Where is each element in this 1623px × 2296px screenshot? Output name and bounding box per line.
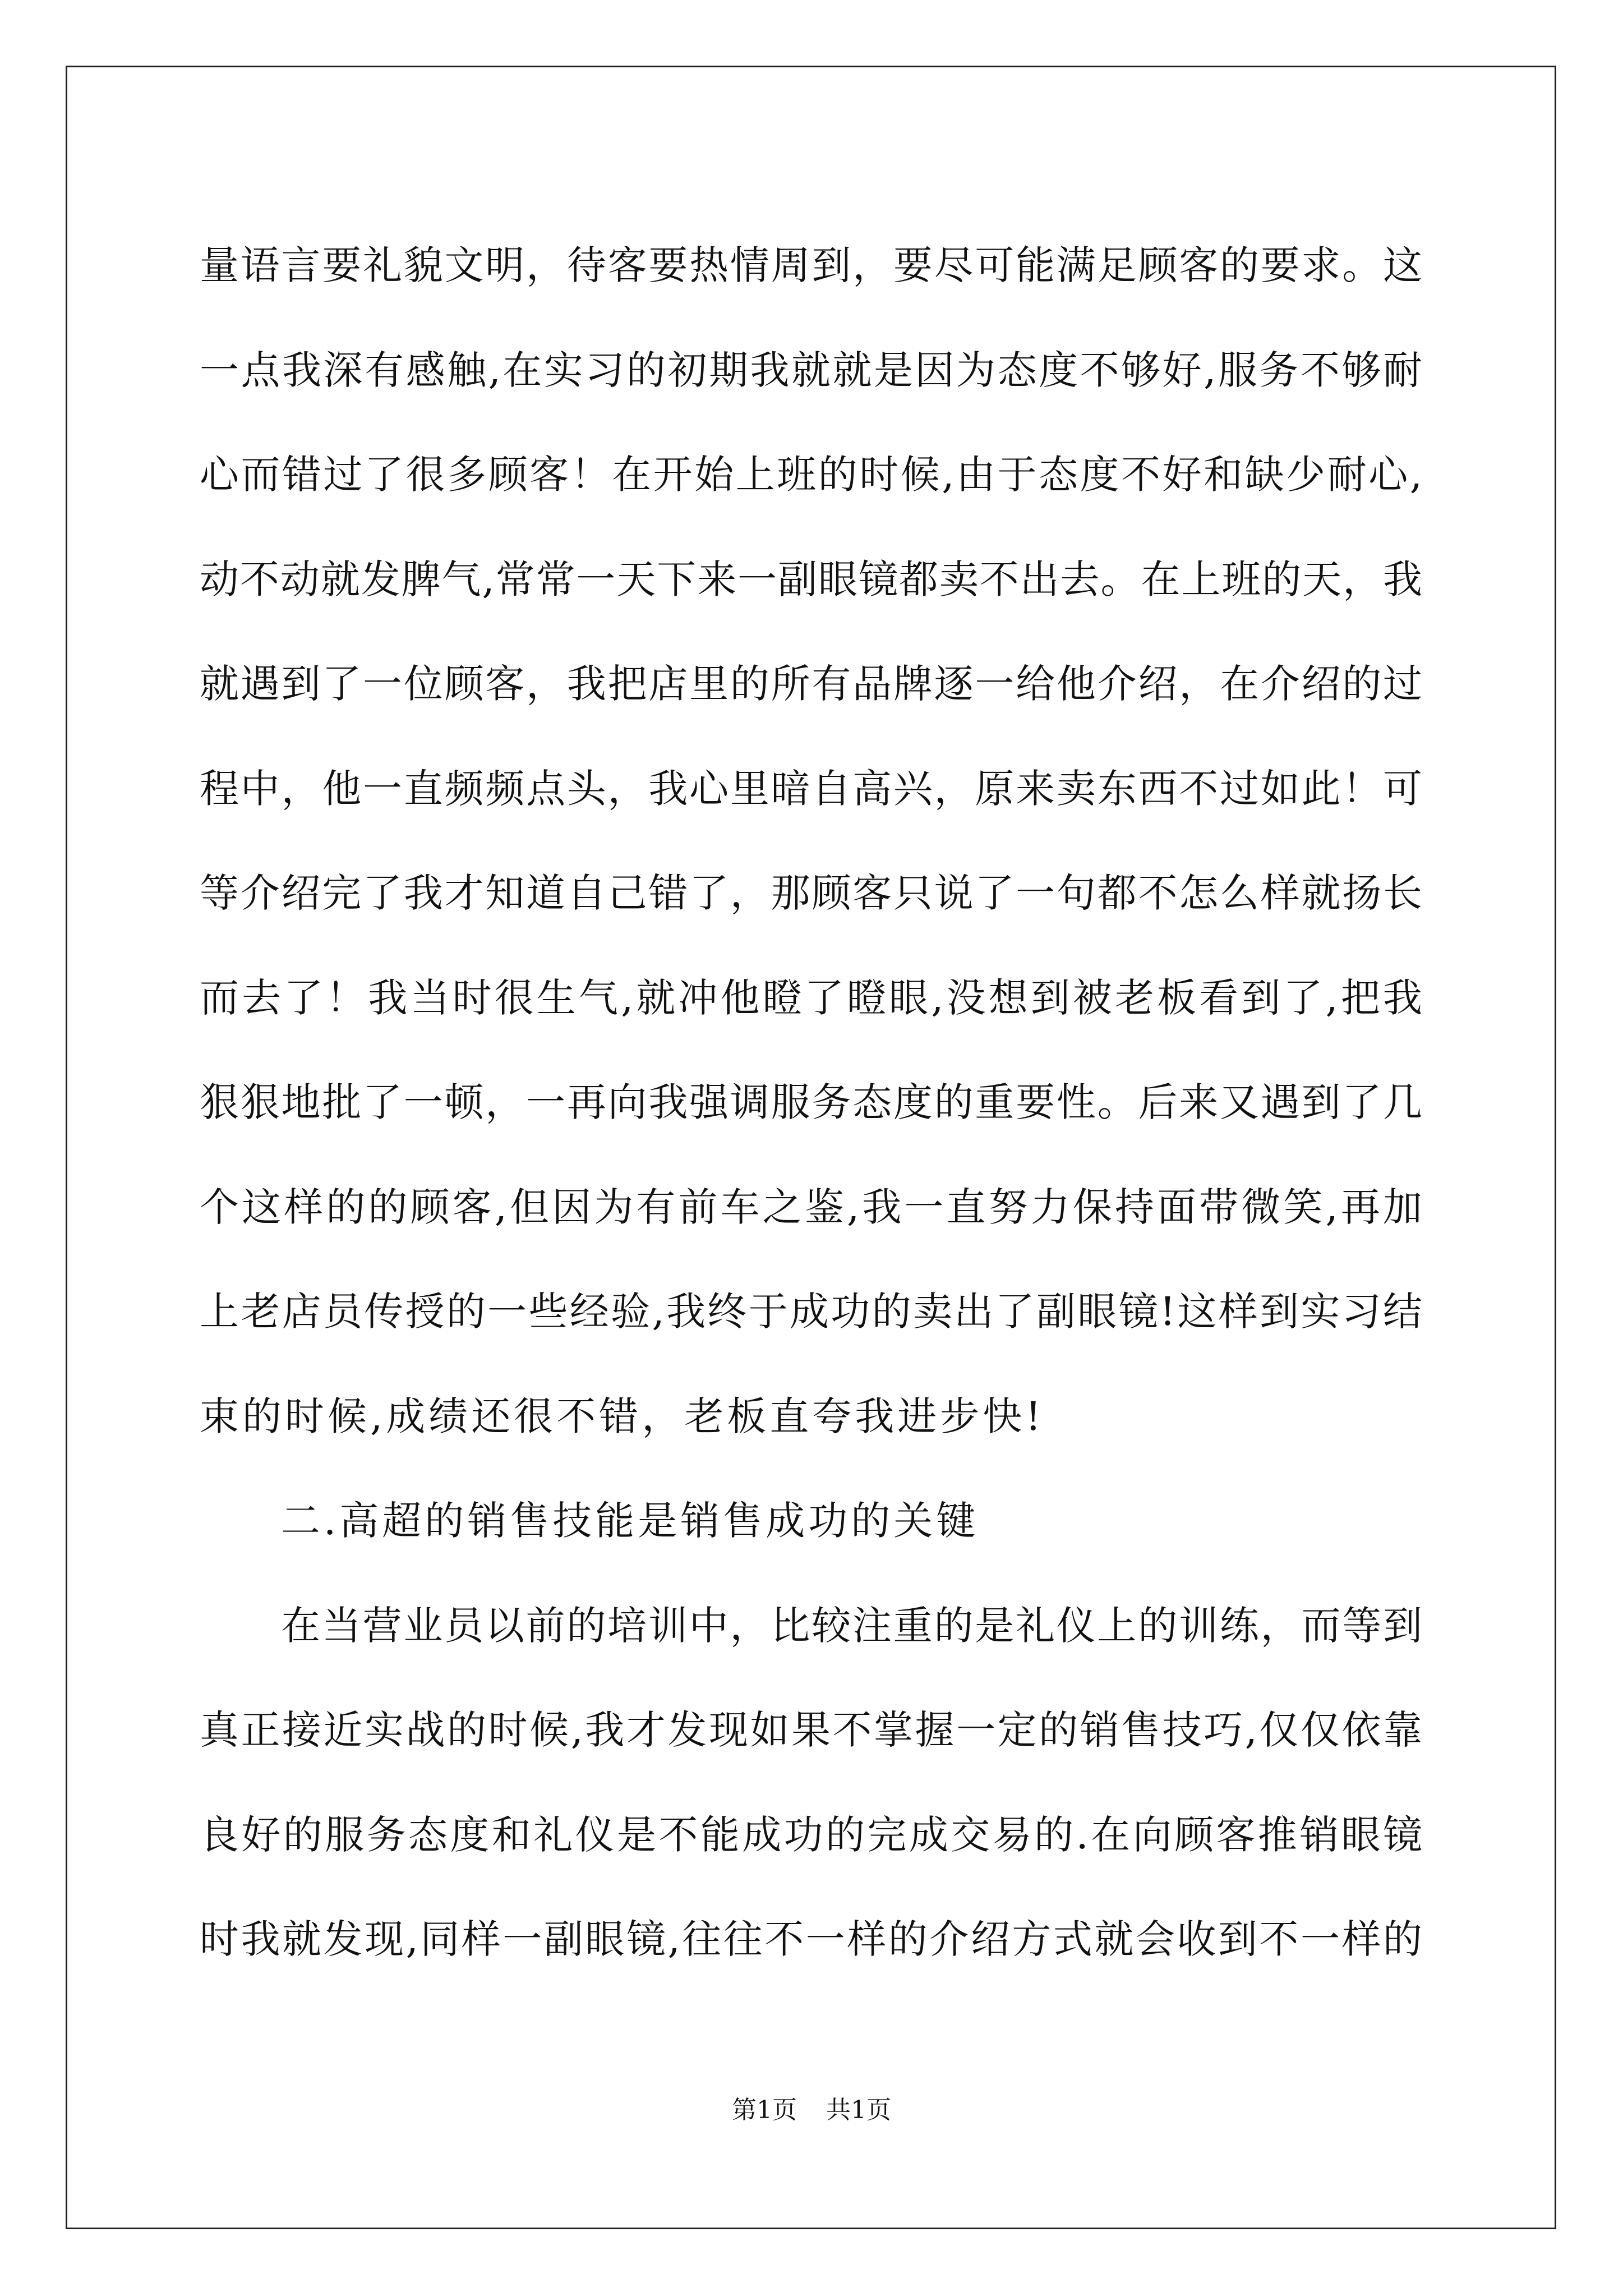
paragraph-line: 束的时候,成绩还很不错，老板直夸我进步快!	[200, 1393, 1045, 1439]
document-body	[200, 213, 1422, 1992]
page-footer	[0, 2093, 1623, 2127]
paragraph-line: 上老店员传授的一些经验,我终于成功的卖出了副眼镜!这样到实习结	[200, 1289, 1422, 1335]
section-heading: 二.高超的销售技能是销售成功的关键	[281, 1498, 979, 1544]
paragraph-line: 而去了！我当时很生气,就冲他瞪了瞪眼,没想到被老板看到了,把我	[200, 974, 1422, 1021]
paragraph-line: 等介绍完了我才知道自己错了，那顾客只说了一句都不怎么样就扬长	[200, 870, 1422, 916]
paragraph-line: 良好的服务态度和礼仪是不能成功的完成交易的.在向顾客推销眼镜	[200, 1811, 1422, 1858]
paragraph-line: 狠狠地批了一顿，一再向我强调服务态度的重要性。后来又遇到了几	[200, 1079, 1422, 1125]
paragraph-line: 量语言要礼貌文明，待客要热情周到，要尽可能满足顾客的要求。这	[200, 242, 1422, 288]
paragraph-line: 就遇到了一位顾客，我把店里的所有品牌逐一给他介绍，在介绍的过	[200, 661, 1422, 707]
paragraph-line: 时我就发现,同样一副眼镜,往往不一样的介绍方式就会收到不一样的	[200, 1916, 1422, 1962]
paragraph-line: 一点我深有感触,在实习的初期我就就是因为态度不够好,服务不够耐	[200, 347, 1422, 393]
page-total: 共1页	[826, 2096, 891, 2124]
paragraph-line: 真正接近实战的时候,我才发现如果不掌握一定的销售技巧,仅仅依靠	[200, 1707, 1422, 1753]
paragraph-line: 程中，他一直频频点头，我心里暗自高兴，原来卖东西不过如此！可	[200, 765, 1422, 812]
paragraph-line: 在当营业员以前的培训中，比较注重的是礼仪上的训练，而等到	[281, 1602, 1422, 1649]
paragraph-line: 个这样的的顾客,但因为有前车之鉴,我一直努力保持面带微笑,再加	[200, 1184, 1422, 1230]
paragraph-line: 动不动就发脾气,常常一天下来一副眼镜都卖不出去。在上班的天，我	[200, 556, 1422, 602]
paragraph-line: 心而错过了很多顾客！在开始上班的时候,由于态度不好和缺少耐心,	[200, 452, 1422, 498]
page-number: 第1页	[732, 2096, 797, 2124]
